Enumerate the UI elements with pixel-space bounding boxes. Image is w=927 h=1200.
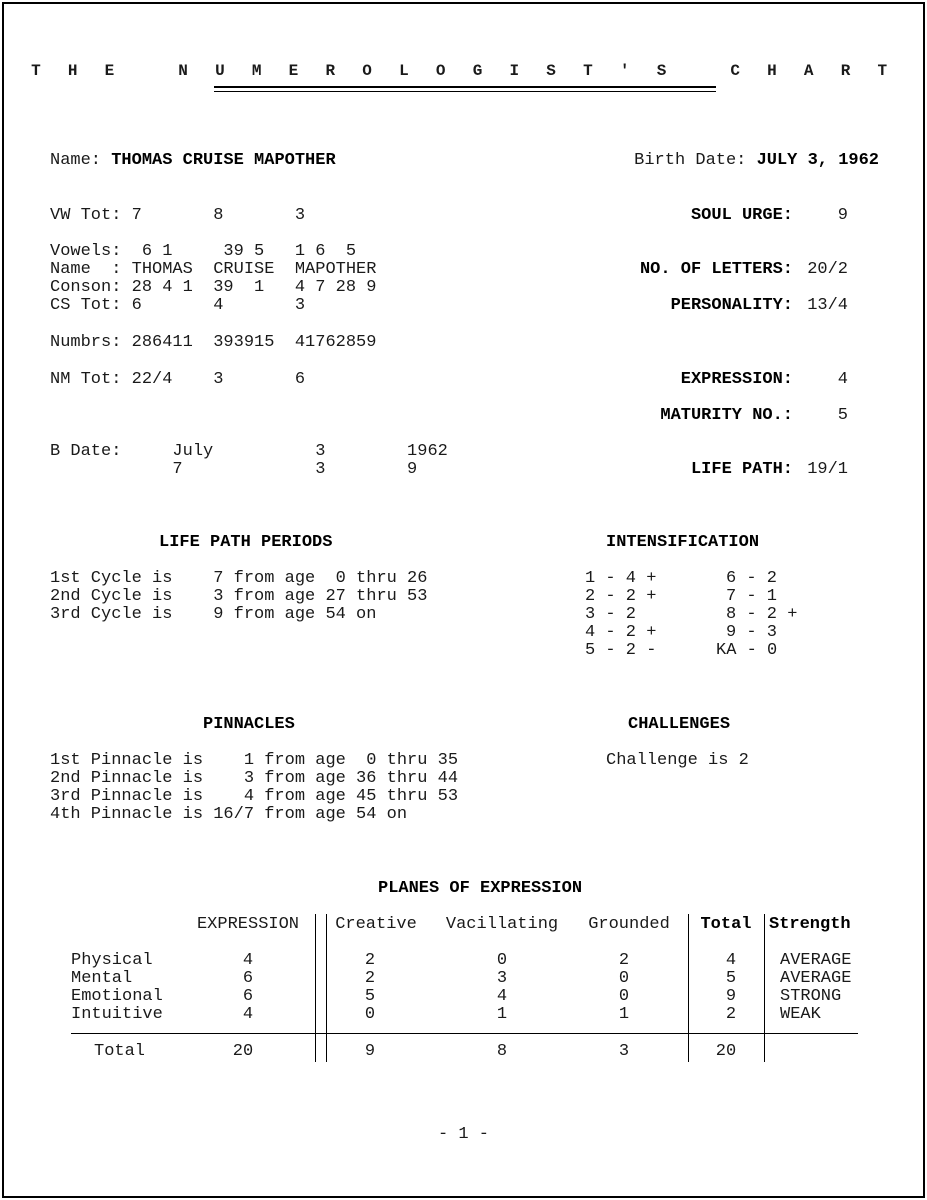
cell-expression: 4 — [242, 951, 254, 970]
cell-grounded: 0 — [618, 987, 630, 1006]
intensification-item: KA - 0 — [716, 641, 778, 660]
name-value: THOMAS CRUISE MAPOTHER — [111, 151, 336, 170]
name-label: Name: — [50, 151, 102, 170]
total-total: 20 — [715, 1042, 737, 1061]
column-header-expression: EXPRESSION — [196, 915, 300, 934]
cell-expression: 6 — [242, 987, 254, 1006]
cell-vacillating: 3 — [496, 969, 508, 988]
chart-page — [2, 2, 925, 1198]
column-header-total: Total — [700, 915, 752, 934]
column-header-creative: Creative — [335, 915, 417, 934]
personality-value: 13/4 — [807, 296, 848, 315]
cell-expression: 6 — [242, 969, 254, 988]
planes-heading: PLANES OF EXPRESSION — [378, 879, 583, 898]
intensification-item: 1 - 4 + — [585, 569, 657, 588]
cell-creative: 2 — [364, 969, 376, 988]
cell-vacillating: 4 — [496, 987, 508, 1006]
challenge-line: Challenge is 2 — [606, 751, 749, 770]
intensification-item: 9 - 3 — [726, 623, 778, 642]
table-divider-double-right — [326, 914, 327, 1062]
total-vacillating: 8 — [496, 1042, 508, 1061]
birth-date-value: JULY 3, 1962 — [756, 151, 879, 170]
name-letters-line: Name : THOMAS CRUISE MAPOTHER — [50, 260, 377, 279]
table-divider-double-left — [315, 914, 316, 1062]
plane-label-emotional: Emotional — [71, 987, 163, 1006]
maturity-label: MATURITY NO.: — [660, 406, 793, 425]
consonants-line: Conson: 28 4 1 39 1 4 7 28 9 — [50, 278, 377, 297]
totals-label: Total — [94, 1042, 146, 1061]
expression-value: 4 — [837, 370, 848, 389]
page-title: T H E N U M E R O L O G I S T ' S C H A R T — [31, 62, 896, 80]
column-header-grounded: Grounded — [588, 915, 670, 934]
cell-creative: 0 — [364, 1005, 376, 1024]
pinnacle-line: 1st Pinnacle is 1 from age 0 thru 35 — [50, 751, 459, 770]
cell-total: 9 — [725, 987, 737, 1006]
cell-grounded: 1 — [618, 1005, 630, 1024]
birth-date-words-line: B Date: July 3 1962 — [50, 442, 448, 461]
cell-grounded: 0 — [618, 969, 630, 988]
cell-strength: STRONG — [780, 987, 842, 1006]
life-path-value: 19/1 — [807, 460, 848, 479]
vw-tot-line: VW Tot: 7 8 3 — [50, 206, 306, 225]
plane-label-physical: Physical — [71, 951, 153, 970]
cell-creative: 5 — [364, 987, 376, 1006]
birth-date-digits-line: 7 3 9 — [50, 460, 418, 479]
cell-expression: 4 — [242, 1005, 254, 1024]
intensification-item: 6 - 2 — [726, 569, 778, 588]
expression-label: EXPRESSION: — [680, 370, 793, 389]
title-underline — [214, 86, 716, 92]
pinnacle-line: 2nd Pinnacle is 3 from age 36 thru 44 — [50, 769, 459, 788]
cycle-line: 3rd Cycle is 9 from age 54 on — [50, 605, 377, 624]
cell-total: 4 — [725, 951, 737, 970]
cycle-line: 1st Cycle is 7 from age 0 thru 26 — [50, 569, 428, 588]
cell-total: 5 — [725, 969, 737, 988]
pinnacles-heading: PINNACLES — [203, 715, 295, 734]
intensification-item: 8 - 2 + — [726, 605, 798, 624]
soul-urge-value: 9 — [837, 206, 848, 225]
column-header-vacillating: Vacillating — [445, 915, 559, 934]
letters-count-value: 20/2 — [807, 260, 848, 279]
letters-count-label: NO. OF LETTERS: — [639, 260, 793, 279]
total-creative: 9 — [364, 1042, 376, 1061]
birth-date-line — [634, 152, 879, 170]
soul-urge-label: SOUL URGE: — [690, 206, 793, 225]
intensification-item: 4 - 2 + — [585, 623, 657, 642]
nm-tot-line: NM Tot: 22/4 3 6 — [50, 370, 306, 389]
cell-strength: AVERAGE — [780, 951, 852, 970]
plane-label-intuitive: Intuitive — [71, 1005, 163, 1024]
cell-total: 2 — [725, 1005, 737, 1024]
intensification-item: 5 - 2 - — [585, 641, 657, 660]
cycle-line: 2nd Cycle is 3 from age 27 thru 53 — [50, 587, 428, 606]
cell-vacillating: 1 — [496, 1005, 508, 1024]
life-path-periods-heading: LIFE PATH PERIODS — [159, 533, 333, 552]
intensification-item: 2 - 2 + — [585, 587, 657, 606]
numbers-line: Numbrs: 286411 393915 41762859 — [50, 333, 377, 352]
column-header-strength: Strength — [769, 915, 851, 934]
cell-strength: WEAK — [780, 1005, 821, 1024]
intensification-item: 7 - 1 — [726, 587, 778, 606]
pinnacle-line: 4th Pinnacle is 16/7 from age 54 on — [50, 805, 408, 824]
challenges-heading: CHALLENGES — [628, 715, 731, 734]
personality-label: PERSONALITY: — [670, 296, 793, 315]
page-number: - 1 - — [437, 1125, 489, 1144]
vowels-line: Vowels: 6 1 39 5 1 6 5 — [50, 242, 357, 261]
table-total-rule — [71, 1033, 858, 1034]
pinnacle-line: 3rd Pinnacle is 4 from age 45 thru 53 — [50, 787, 459, 806]
cell-vacillating: 0 — [496, 951, 508, 970]
cell-strength: AVERAGE — [780, 969, 852, 988]
cell-grounded: 2 — [618, 951, 630, 970]
intensification-item: 3 - 2 — [585, 605, 637, 624]
birth-date-label: Birth Date: — [634, 151, 747, 170]
total-grounded: 3 — [618, 1042, 630, 1061]
name-line — [50, 152, 336, 170]
cell-creative: 2 — [364, 951, 376, 970]
total-expression: 20 — [232, 1042, 254, 1061]
intensification-heading: INTENSIFICATION — [606, 533, 760, 552]
life-path-label: LIFE PATH: — [690, 460, 793, 479]
plane-label-mental: Mental — [71, 969, 133, 988]
maturity-value: 5 — [837, 406, 848, 425]
cs-tot-line: CS Tot: 6 4 3 — [50, 296, 306, 315]
